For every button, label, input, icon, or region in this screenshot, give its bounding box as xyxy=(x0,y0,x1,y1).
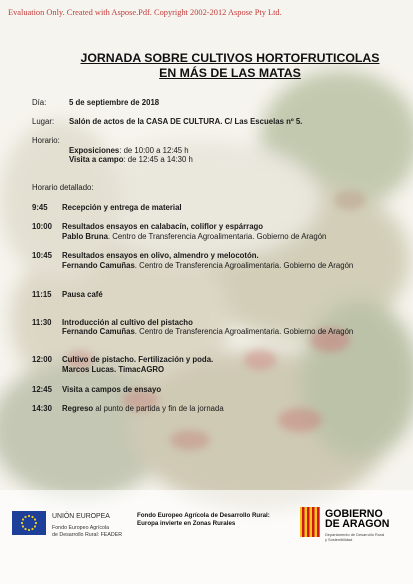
exposiciones-label: Exposiciones xyxy=(69,146,120,155)
feader-text xyxy=(137,512,270,528)
schedule-time: 11:15 xyxy=(32,290,52,299)
dia-label: Día: xyxy=(32,98,47,107)
exposiciones-value: : de 10:00 a 12:45 h xyxy=(119,146,189,155)
aragon-shield-icon xyxy=(300,507,320,537)
schedule-title: Pausa café xyxy=(62,290,103,299)
eu-flag-icon xyxy=(12,511,46,535)
exposiciones-line xyxy=(69,146,189,155)
eu-subtitle xyxy=(52,525,122,539)
schedule-org: . Centro de Transferencia Agroalimentaria. Gobierno de Aragón xyxy=(107,232,327,241)
schedule-title: Visita a campos de ensayo xyxy=(62,385,162,394)
schedule-title: Recepción y entrega de material xyxy=(62,203,182,212)
feader-line2: Europa invierte en Zonas Rurales xyxy=(137,520,236,527)
dia-value: 5 de septiembre de 2018 xyxy=(69,98,160,107)
schedule-title: Resultados ensayos en calabacín, coliflor y espárrago xyxy=(62,222,264,231)
schedule-item-line xyxy=(62,404,224,413)
gob-line1: GOBIERNO xyxy=(325,508,383,520)
schedule-speaker-line xyxy=(62,232,326,241)
schedule-time: 11:30 xyxy=(32,318,52,327)
schedule-speaker-line xyxy=(62,327,353,336)
eu-sub-line1: Fondo Europeo Agrícola xyxy=(52,525,110,531)
schedule-org: . Centro de Transferencia Agroalimentaria. Gobierno de Aragón xyxy=(134,327,354,336)
horario-detallado-label: Horario detallado: xyxy=(32,183,94,192)
schedule-speaker: Marcos Lucas. TimacAGRO xyxy=(62,365,165,374)
eu-sub-line2: de Desarrollo Rural: FEADER xyxy=(52,532,123,538)
visita-line xyxy=(69,155,193,164)
schedule-speaker: Fernando Camuñas xyxy=(62,327,135,336)
page-title-line1: JORNADA SOBRE CULTIVOS HORTOFRUTICOLAS xyxy=(80,51,380,65)
schedule-time: 14:30 xyxy=(32,404,52,413)
lugar-value: Salón de actos de la CASA DE CULTURA. C/ Las Escuelas nº 5. xyxy=(69,117,303,126)
watermark-text: Evaluation Only. Created with Aspose.Pdf. Copyright 2002-2012 Aspose Pty Ltd. xyxy=(8,8,282,17)
schedule-time: 9:45 xyxy=(32,203,48,212)
gob-sub-line2: y Sostenibilidad xyxy=(325,537,353,542)
schedule-org: . Centro de Transferencia Agroalimentaria. Gobierno de Aragón xyxy=(134,261,354,270)
horario-label: Horario: xyxy=(32,136,60,145)
schedule-title: Introducción al cultivo del pistacho xyxy=(62,318,193,327)
visita-label: Visita a campo xyxy=(69,155,124,164)
gob-line2: DE ARAGON xyxy=(325,518,390,530)
schedule-title: Resultados ensayos en olivo, almendro y melocotón. xyxy=(62,251,259,260)
lugar-label: Lugar: xyxy=(32,117,55,126)
schedule-time: 12:45 xyxy=(32,385,52,394)
eu-name: UNIÓN EUROPEA xyxy=(52,513,110,520)
schedule-time: 10:00 xyxy=(32,222,52,231)
schedule-title: Cultivo de pistacho. Fertilización y poda. xyxy=(62,355,214,364)
gobierno-aragon-department xyxy=(325,532,384,542)
feader-line1: Fondo Europeo Agrícola de Desarrollo Rural: xyxy=(137,512,270,519)
page-title-line2: EN MÁS DE LAS MATAS xyxy=(159,66,301,80)
gobierno-aragon-name xyxy=(325,509,389,529)
schedule-speaker: Fernando Camuñas xyxy=(62,261,135,270)
schedule-speaker: Pablo Bruna xyxy=(62,232,108,241)
gob-sub-line1: Departamento de Desarrollo Rural xyxy=(325,532,385,537)
schedule-time: 10:45 xyxy=(32,251,52,260)
schedule-speaker-line xyxy=(62,261,353,270)
schedule-title: Regreso xyxy=(62,404,94,413)
schedule-time: 12:00 xyxy=(32,355,52,364)
schedule-rest: al punto de partida y fin de la jornada xyxy=(93,404,224,413)
visita-value: : de 12:45 a 14:30 h xyxy=(123,155,193,164)
